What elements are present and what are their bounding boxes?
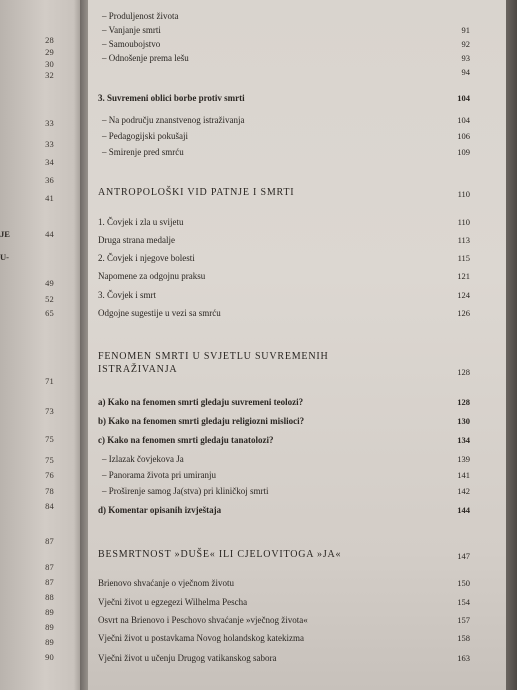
toc-entry-page: 144 bbox=[457, 505, 470, 515]
toc-entry-title: – Vanjanje smrti bbox=[102, 25, 161, 35]
toc-entry-title: – Na području znanstvenog istraživanja bbox=[102, 115, 245, 125]
toc-entry-page: 154 bbox=[457, 597, 470, 607]
toc-entry bbox=[98, 485, 470, 497]
toc-entry-page: 142 bbox=[457, 486, 470, 496]
toc-entry-title: Vječni život u egzegezi Wilhelma Pescha bbox=[98, 597, 248, 607]
left-page-number: 65 bbox=[45, 308, 54, 318]
toc-entry bbox=[98, 396, 470, 408]
toc-entry-page: 141 bbox=[457, 470, 470, 480]
left-page-number: 87 bbox=[45, 577, 54, 587]
left-page-number: 30 bbox=[45, 59, 54, 69]
left-page-number: 75 bbox=[45, 455, 54, 465]
toc-entry-title: – Smirenje pred smrću bbox=[102, 147, 184, 157]
toc-entry-page: 124 bbox=[457, 290, 470, 300]
left-page-number: 88 bbox=[45, 592, 54, 602]
toc-entry-title: Osvrt na Brienovo i Peschovo shvaćanje »vječnog života« bbox=[98, 615, 308, 625]
toc-entry-title: Odgojne sugestije u vezi sa smrću bbox=[98, 308, 221, 318]
toc-entry-page: 128 bbox=[457, 397, 470, 407]
toc-entry-page: 163 bbox=[457, 653, 470, 663]
left-page bbox=[0, 0, 82, 690]
toc-chapter-page: 147 bbox=[457, 551, 470, 561]
toc-entry-title: Napomene za odgojnu praksu bbox=[98, 271, 206, 281]
toc-chapter-heading bbox=[98, 186, 470, 199]
toc-entry-title: c) Kako na fenomen smrti gledaju tanatolozi? bbox=[98, 435, 274, 445]
toc-entry-title: – Odnošenje prema lešu bbox=[102, 53, 189, 63]
toc-entry-title: 2. Čovjek i njegove bolesti bbox=[98, 253, 195, 263]
left-page-number: 89 bbox=[45, 622, 54, 632]
toc-chapter-heading bbox=[98, 350, 470, 376]
toc-entry-page: 93 bbox=[461, 53, 470, 63]
page-edge bbox=[506, 0, 517, 690]
toc-entry bbox=[98, 252, 470, 264]
left-page-number: 41 bbox=[45, 193, 54, 203]
left-page-number: 76 bbox=[45, 470, 54, 480]
toc-entry bbox=[98, 469, 470, 481]
toc-entry-title: Vječni život u postavkama Novog holandskog katekizma bbox=[98, 633, 304, 643]
left-page-number: 36 bbox=[45, 175, 54, 185]
toc-entry-page: 130 bbox=[457, 416, 470, 426]
toc-entry bbox=[98, 234, 470, 246]
left-page-number: 49 bbox=[45, 278, 54, 288]
toc-entry-page: 94 bbox=[461, 67, 470, 77]
left-page-number: 78 bbox=[45, 486, 54, 496]
toc-entry bbox=[98, 577, 470, 589]
toc-entry-page: 104 bbox=[457, 115, 470, 125]
left-page-number: 87 bbox=[45, 536, 54, 546]
toc-entry bbox=[98, 146, 470, 158]
toc-entry-title: b) Kako na fenomen smrti gledaju religiozni mislioci? bbox=[98, 416, 305, 426]
toc-entry-page: 121 bbox=[457, 271, 470, 281]
toc-entry bbox=[98, 216, 470, 228]
toc-entry-page: 150 bbox=[457, 578, 470, 588]
toc-entry bbox=[98, 38, 470, 50]
toc-entry-page: 92 bbox=[461, 39, 470, 49]
toc-chapter-title-line2: ISTRAŽIVANJA bbox=[98, 364, 178, 375]
toc-entry bbox=[98, 652, 470, 664]
toc-entry-title: – Izlazak čovjekova Ja bbox=[102, 454, 184, 464]
toc-entry bbox=[98, 24, 470, 36]
left-page-number: 32 bbox=[45, 70, 54, 80]
toc-entry-page: 91 bbox=[461, 25, 470, 35]
toc-entry-title: – Samoubojstvo bbox=[102, 39, 161, 49]
toc-entry bbox=[98, 130, 470, 142]
toc-entry bbox=[98, 52, 470, 64]
toc-entry-page: 109 bbox=[457, 147, 470, 157]
toc-entry-title: 3. Čovjek i smrt bbox=[98, 290, 156, 300]
left-page-number: 33 bbox=[45, 139, 54, 149]
left-page-number: 89 bbox=[45, 607, 54, 617]
toc-entry bbox=[98, 114, 470, 126]
toc-entry-page: 106 bbox=[457, 131, 470, 141]
toc-entry bbox=[98, 504, 470, 516]
toc-entry bbox=[98, 289, 470, 301]
toc-section-page: 104 bbox=[457, 93, 470, 103]
toc-entry-page: 115 bbox=[457, 253, 470, 263]
left-page-number: 44 bbox=[45, 229, 54, 239]
left-page-number: 75 bbox=[45, 434, 54, 444]
toc-entry-page: 134 bbox=[457, 435, 470, 445]
toc-entry-title: d) Komentar opisanih izvještaja bbox=[98, 505, 222, 515]
left-page-fragment: JE bbox=[0, 229, 10, 239]
toc-chapter-title: BESMRTNOST »DUŠE« ILI CJELOVITOGA »JA« bbox=[98, 549, 342, 560]
toc-entry bbox=[98, 307, 470, 319]
toc-entry-page: 139 bbox=[457, 454, 470, 464]
left-page-fragment: U- bbox=[0, 252, 9, 262]
left-page-number: 33 bbox=[45, 118, 54, 128]
left-page-number: 87 bbox=[45, 562, 54, 572]
toc-chapter-title: ANTROPOLOŠKI VID PATNJE I SMRTI bbox=[98, 187, 295, 198]
toc-entry-title: 1. Čovjek i zla u svijetu bbox=[98, 217, 184, 227]
left-page-number: 73 bbox=[45, 406, 54, 416]
toc-entry bbox=[98, 632, 470, 644]
toc-chapter-page: 128 bbox=[457, 367, 470, 377]
toc-entry bbox=[98, 270, 470, 282]
toc-chapter-page: 110 bbox=[457, 189, 470, 199]
left-page-number: 34 bbox=[45, 157, 54, 167]
toc-entry bbox=[98, 10, 470, 22]
toc-chapter-title: FENOMEN SMRTI U SVJETLU SUVREMENIH bbox=[98, 351, 329, 362]
toc-entry bbox=[98, 415, 470, 427]
toc-entry-title: – Produljenost života bbox=[102, 11, 179, 21]
toc-entry-title: – Proširenje samog Ja(stva) pri kliničkoj smrti bbox=[102, 486, 269, 496]
left-page-number: 29 bbox=[45, 47, 54, 57]
toc-entry bbox=[98, 434, 470, 446]
toc-entry bbox=[98, 66, 470, 78]
toc-entry-title: Brienovo shvaćanje o vječnom životu bbox=[98, 578, 234, 588]
toc-section bbox=[98, 92, 470, 104]
toc-entry-page: 126 bbox=[457, 308, 470, 318]
toc-chapter-heading bbox=[98, 548, 470, 561]
toc-entry bbox=[98, 614, 470, 626]
toc-entry-page: 157 bbox=[457, 615, 470, 625]
toc-entry-title: – Panorama života pri umiranju bbox=[102, 470, 216, 480]
toc-entry-page: 110 bbox=[457, 217, 470, 227]
toc-section-title: 3. Suvremeni oblici borbe protiv smrti bbox=[98, 93, 245, 103]
left-page-number: 71 bbox=[45, 376, 54, 386]
left-page-number: 52 bbox=[45, 294, 54, 304]
toc-entry-page: 158 bbox=[457, 633, 470, 643]
toc-entry-title: Vječni život u učenju Drugog vatikanskog sabora bbox=[98, 653, 277, 663]
toc-entry bbox=[98, 596, 470, 608]
toc-entry bbox=[98, 453, 470, 465]
toc-entry-title: a) Kako na fenomen smrti gledaju suvremeni teolozi? bbox=[98, 397, 304, 407]
toc-entry-title: – Pedagogijski pokušaji bbox=[102, 131, 188, 141]
toc-entry-page: 113 bbox=[457, 235, 470, 245]
left-page-number: 84 bbox=[45, 501, 54, 511]
left-page-number: 90 bbox=[45, 652, 54, 662]
left-page-number: 28 bbox=[45, 35, 54, 45]
toc-entry-title: Druga strana medalje bbox=[98, 235, 175, 245]
left-page-number: 89 bbox=[45, 637, 54, 647]
